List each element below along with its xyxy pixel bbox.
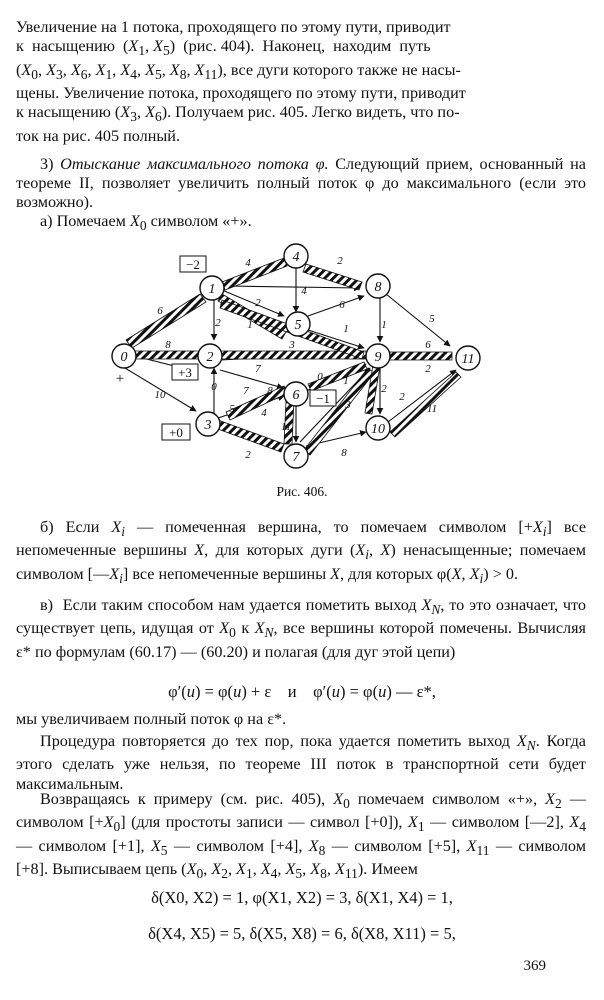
node-label-5: 5 — [294, 318, 302, 333]
node-label-6: 6 — [292, 388, 300, 403]
edge-label: 0 — [211, 381, 217, 393]
mark-x0: + — [115, 371, 125, 387]
intro-line-3: ($X_0$, $X_3$, $X_6$, $X_1$, $X_4$, $X_5$, $X_8$, $X_{11}$), все дуги которого также не насы- — [16, 60, 461, 82]
para-v: в) Если таким способом нам удается пометить выход $X_N$, то это означает, что существует цепь, идущая от $X_0$ к $X_N$, все вершины которой помечены. Вычисляя ε* по формулам (60.17) — (60.20) и полагая (для дуг этой цепи) — [16, 596, 586, 661]
intro-line-5: к насыщению ($X_3$, $X_6$). Получаем рис. 405. Легко видеть, что по- — [16, 103, 460, 125]
edge-label: 11 — [426, 403, 438, 415]
step3-paragraph — [16, 155, 586, 213]
node-label-10: 10 — [371, 422, 385, 437]
node-label-8: 8 — [374, 280, 382, 295]
edge-label: 3 — [289, 339, 295, 351]
edge-label: 6 — [425, 339, 431, 351]
mark-x1: −2 — [186, 257, 200, 272]
formula-flow-update: φ′(u) = φ(u) + ε и φ′(u) = φ(u) — ε*, — [168, 682, 436, 701]
para-b: б) Если $X_i$ — помеченная вершина, то помечаем символом $[+X_i]$ все непомеченные вершины X, для которых дуги ($X_i$, X) ненасыщенные; помечаем символом $[—X_i]$ все непомеченные вершины X, для которых φ(X, $X_i) > 0$. — [16, 518, 586, 587]
mark-x6: −1 — [316, 391, 330, 406]
network-figure — [0, 236, 604, 476]
step3a: а) Помечаем $X_0$ символом «+». — [40, 212, 252, 234]
intro-paragraph — [16, 18, 586, 146]
edge-label: 1 — [343, 323, 349, 335]
edge-label: 8 — [267, 385, 273, 397]
edge-label: 5 — [229, 403, 235, 415]
edge-label: 7 — [255, 363, 261, 375]
mark-boxes — [162, 256, 336, 440]
edge-label: 1 — [343, 375, 349, 387]
node-label-0: 0 — [120, 350, 128, 365]
page-number: 369 — [523, 958, 546, 974]
edge-label: 6 — [157, 305, 163, 317]
mark-x3: +0 — [169, 425, 183, 440]
edge-label: 8 — [165, 339, 171, 351]
edge-label: 4 — [261, 407, 267, 419]
intro-line-6: ток на рис. 405 полный. — [16, 126, 180, 145]
edge-label: 5 — [429, 313, 435, 325]
intro-line-4: щены. Увеличение потока, проходящего по этому пути, приводит — [16, 84, 466, 103]
node-label-2: 2 — [206, 350, 214, 365]
node-label-1: 1 — [208, 282, 216, 297]
step3-rest: Следующий прием, основанный на теореме II, позволяет увеличить полный поток φ до максимального (если это возможно). — [16, 155, 586, 212]
node-label-4: 4 — [292, 250, 300, 265]
edge-label: 2 — [255, 297, 261, 309]
edge-label: 10 — [154, 389, 166, 401]
edge-label: 4 — [301, 285, 307, 297]
edge-label: 4 — [245, 257, 251, 269]
edge-label: 7 — [243, 385, 249, 397]
edge-label: 1 — [247, 319, 253, 331]
para-repeat: Процедура повторяется до тех пор, пока удается пометить выход $X_N$. Когда этого сделать уже нельзя, по теореме III поток в транспортной сети будет максимальным. — [16, 732, 586, 793]
node-label-3: 3 — [204, 418, 212, 433]
edge-label: 2 — [215, 317, 221, 329]
node-label-7: 7 — [292, 450, 300, 465]
intro-line-2: к насыщению ($X_1$, $X_5$) (рис. 404). Наконец, находим путь — [16, 37, 431, 59]
edge-label: 1 — [381, 319, 387, 331]
node-label-11: 11 — [461, 352, 475, 367]
edge-label: 2 — [245, 449, 251, 461]
node-label-9: 9 — [374, 350, 382, 365]
edge-label: 2 — [399, 391, 405, 403]
after-formula: мы увеличиваем полный поток φ на ε*. — [16, 710, 287, 728]
step3-lead: 3) — [40, 155, 54, 173]
edge-label: 3 — [345, 399, 351, 411]
step3-title: Отыскание максимального потока φ. — [60, 155, 329, 173]
figure-caption: Рис. 406. — [276, 484, 328, 499]
edge-label: 2 — [337, 255, 343, 267]
edge-label: 8 — [341, 447, 347, 459]
intro-line-1: Увеличение на 1 потока, проходящего по этому пути, приводит — [16, 18, 451, 36]
edge-label: 0 — [317, 371, 323, 383]
mark-x2: +3 — [178, 365, 192, 380]
edge-label: 2 — [381, 383, 387, 395]
edge-label: 11 — [280, 421, 292, 433]
edge-label: 2 — [425, 363, 431, 375]
delta-row-1: δ(X0, X2) = 1, φ(X1, X2) = 3, δ(X1, X4) = 1, — [151, 888, 453, 907]
para-return: Возвращаясь к примеру (см. рис. 405), $X_0$ помечаем символом «+», $X_2$ — символом $[+X_0]$ (для простоты записи — символ [+0]), $X_1$ — символом [—2], $X_4$ — символом [+1], $X_5$ — символом [+4], $X_8$ — символом [+5], $X_{11}$ — символом [+8]. Выписываем цепь ($X_0$, $X_2$, $X_1$, $X_4$, $X_5$, $X_8$, $X_{11}$). Имеем — [16, 790, 587, 882]
delta-row-2: δ(X4, X5) = 5, δ(X5, X8) = 6, δ(X8, X11) = 5, — [148, 924, 456, 943]
edge-label: 6 — [339, 299, 345, 311]
